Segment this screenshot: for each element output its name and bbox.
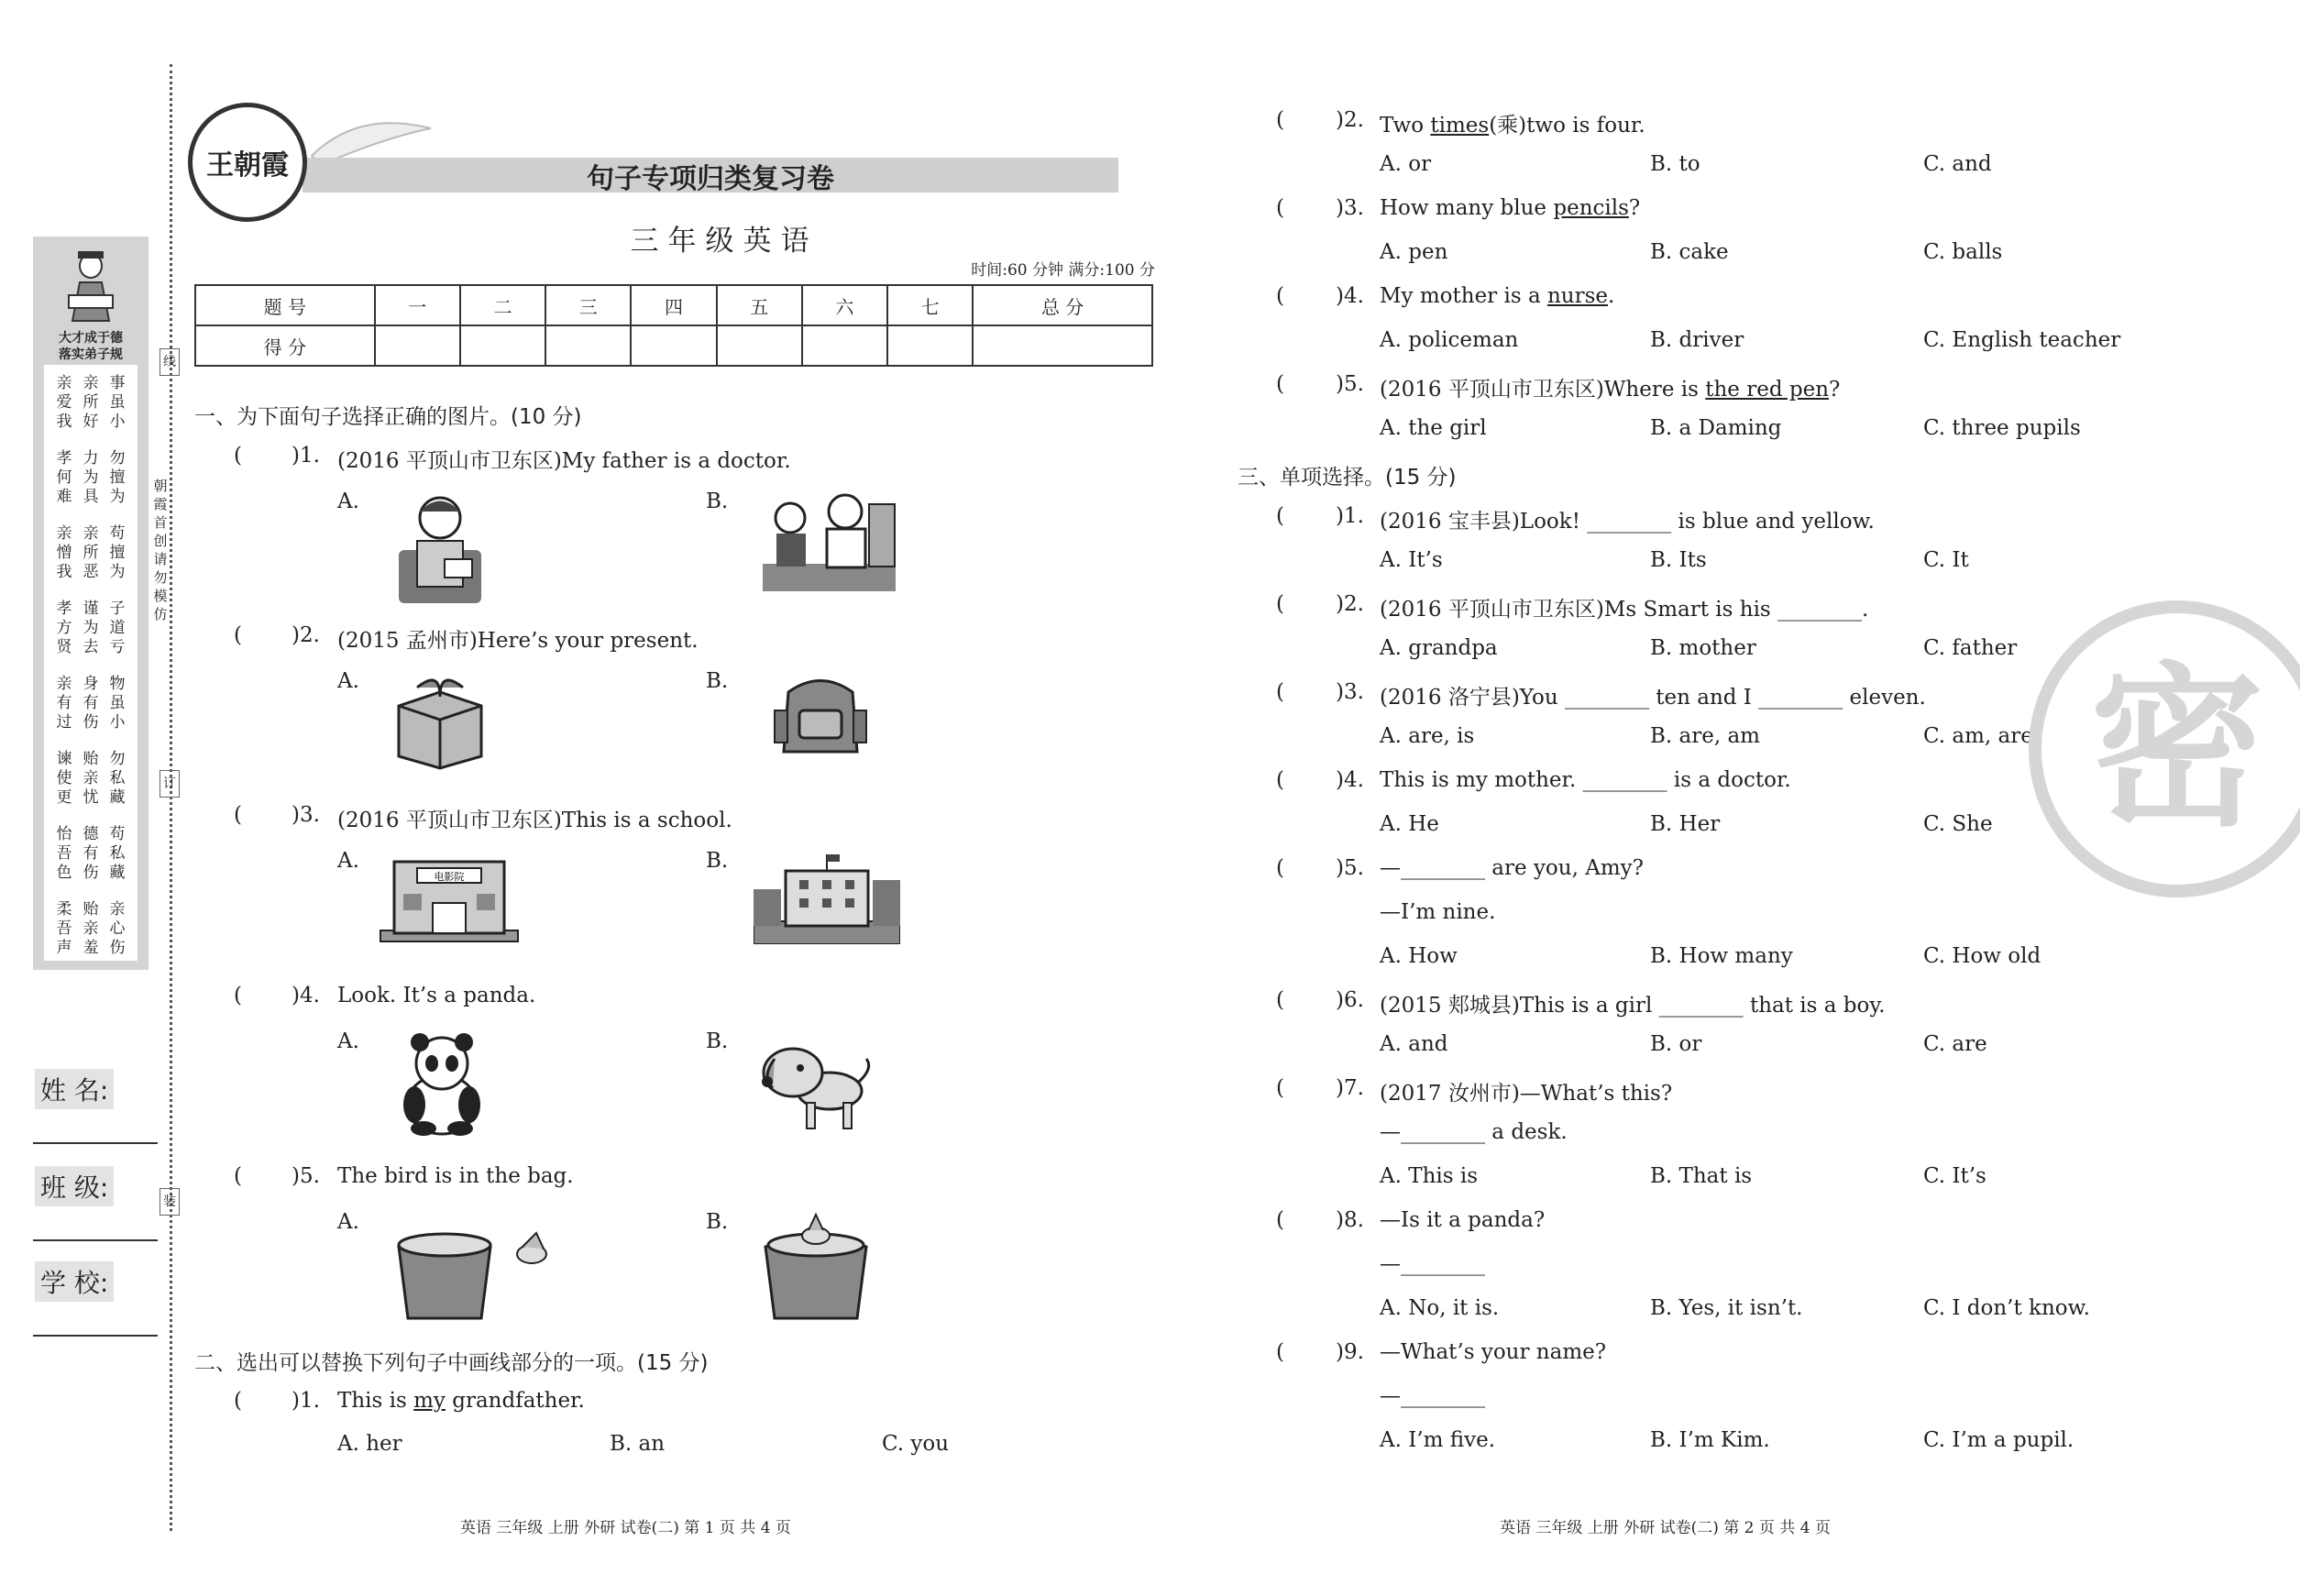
option-a[interactable]: A. I’m five. [1380, 1428, 1496, 1452]
question-number: )5. [1336, 856, 1364, 880]
option-c[interactable]: C. you [882, 1432, 950, 1456]
poem-column: 物虽小 [109, 675, 126, 732]
question-number: )2. [292, 623, 320, 647]
option-a[interactable]: A. grandpa [1380, 636, 1498, 660]
motto-top: 大才成于德 [59, 331, 123, 346]
section1-title: 一、为下面句子选择正确的图片。(10 分) [194, 405, 582, 429]
option-c[interactable]: C. balls [1923, 240, 2003, 264]
question-text: (2015 孟州市)Here’s your present. [337, 629, 699, 653]
answer-paren[interactable]: ( [1276, 108, 1284, 132]
question-number: )6. [1336, 988, 1364, 1012]
score-cell[interactable] [887, 325, 973, 366]
question-number: )2. [1336, 592, 1364, 616]
answer-paren[interactable]: ( [1276, 284, 1284, 308]
father-reading-picture[interactable] [390, 486, 490, 605]
text-post: grandfather. [445, 1389, 585, 1413]
question-text: (2016 平顶山市卫东区)This is a school. [337, 809, 732, 832]
score-cell[interactable] [460, 325, 545, 366]
class-input-line[interactable] [33, 1239, 158, 1241]
poem-column: 贻亲羞 [83, 900, 99, 957]
poem-column: 亲有过 [56, 675, 72, 732]
score-head-cell: 六 [802, 285, 887, 325]
option-c[interactable]: C. It’s [1923, 1164, 1986, 1188]
gift-box-picture[interactable] [390, 669, 490, 770]
score-cell[interactable] [717, 325, 802, 366]
underlined-part: times [1430, 114, 1490, 138]
option-b[interactable]: B. a Daming [1650, 416, 1782, 440]
dog-picture[interactable] [756, 1031, 875, 1132]
underlined-part: my [413, 1389, 446, 1413]
cut-label: 订 [160, 770, 180, 798]
question-number: )1. [292, 444, 320, 468]
option-c[interactable]: C. I don’t know. [1923, 1296, 2090, 1320]
option-b-label: B. [706, 849, 729, 873]
panda-picture[interactable] [396, 1031, 488, 1137]
option-c[interactable]: C. am, are [1923, 724, 2033, 748]
question-number: )7. [1336, 1076, 1364, 1100]
option-b[interactable]: B. Yes, it isn’t. [1650, 1296, 1803, 1320]
text-pre: This is [337, 1389, 414, 1413]
score-head-cell: 题 号 [195, 285, 375, 325]
question-number: )4. [1336, 284, 1364, 308]
question-text [1380, 284, 1614, 308]
answer-paren[interactable]: ( [1276, 1076, 1284, 1100]
answer-paren[interactable]: ( [234, 803, 242, 827]
question-text: (2016 洛宁县)You ________ ten and I ________ eleven. [1380, 686, 1926, 710]
time-info: 时间:60 分钟 满分:100 分 [971, 261, 1155, 280]
poem-box [44, 365, 138, 961]
poem-column: 苟私藏 [109, 825, 126, 882]
answer-paren[interactable]: ( [234, 984, 242, 1007]
score-cell[interactable] [802, 325, 887, 366]
score-cell[interactable] [973, 325, 1152, 366]
answer-paren[interactable]: ( [234, 1164, 242, 1188]
score-cell[interactable] [545, 325, 631, 366]
text-post: . [1608, 284, 1615, 308]
option-a[interactable]: A. pen [1380, 240, 1448, 264]
answer-paren[interactable]: ( [1276, 592, 1284, 616]
option-b-label: B. [706, 669, 729, 693]
poem-column: 勿私藏 [109, 750, 126, 807]
question-number: )3. [292, 803, 320, 827]
question-number: )8. [1336, 1208, 1364, 1232]
option-a[interactable]: A. her [337, 1432, 402, 1456]
poem-column: 孝方贤 [56, 600, 72, 656]
answer-paren[interactable]: ( [1276, 372, 1284, 396]
score-head-cell: 二 [460, 285, 545, 325]
question-number: )1. [292, 1389, 320, 1413]
option-c[interactable]: C. She [1923, 812, 1993, 836]
answer-paren[interactable]: ( [1276, 768, 1284, 792]
option-c[interactable]: C. English teacher [1923, 328, 2121, 352]
question-text: —Is it a panda? [1380, 1208, 1546, 1232]
option-b[interactable]: B. to [1650, 152, 1700, 176]
option-b[interactable]: B. an [610, 1432, 666, 1456]
score-head-cell: 四 [631, 285, 716, 325]
question-number: )3. [1336, 680, 1364, 704]
doctor-patient-picture[interactable] [754, 486, 900, 596]
option-b[interactable]: B. driver [1650, 328, 1744, 352]
option-b[interactable]: B. cake [1650, 240, 1729, 264]
name-label: 姓 名: [35, 1069, 114, 1109]
poem-column: 孝何难 [56, 449, 72, 506]
stamp-text: 密 [2089, 647, 2265, 850]
question-text: (2016 平顶山市卫东区)My father is a doctor. [337, 449, 791, 473]
option-a-label: A. [337, 669, 359, 693]
question-number: )9. [1336, 1340, 1364, 1364]
option-a[interactable]: A. policeman [1380, 328, 1519, 352]
cut-label: 线 [160, 348, 180, 376]
poem-column: 亲憎我 [56, 524, 72, 581]
answer-paren[interactable]: ( [1276, 680, 1284, 704]
score-cell[interactable] [375, 325, 460, 366]
option-a-label: A. [337, 1029, 359, 1053]
question-text: Look. It’s a panda. [337, 984, 536, 1007]
question-text [337, 1389, 585, 1413]
section2-title: 二、选出可以替换下列句子中画线部分的一项。(15 分) [194, 1351, 709, 1375]
score-value-row [195, 325, 1152, 366]
text-pre: How many blue [1380, 196, 1554, 220]
cut-label: 装 [160, 1188, 180, 1216]
poem-column: 亲所恶 [83, 524, 99, 581]
cinema-building-picture[interactable] [376, 853, 523, 944]
option-b-label: B. [706, 1029, 729, 1053]
option-c[interactable]: C. and [1923, 152, 1992, 176]
name-input-line[interactable] [33, 1142, 158, 1144]
poem-column: 谏使更 [56, 750, 72, 807]
option-a[interactable]: A. How [1380, 944, 1458, 968]
answer-paren[interactable]: ( [234, 444, 242, 468]
option-a-label: A. [337, 849, 359, 873]
cinema-sign-text: 电影院 [434, 871, 465, 883]
question-text [1380, 108, 1645, 138]
question-text-line2: —________ a desk. [1380, 1120, 1568, 1144]
question-number: )5. [1336, 372, 1364, 396]
option-b[interactable]: B. That is [1650, 1164, 1753, 1188]
option-b[interactable]: B. are, am [1650, 724, 1760, 748]
poem-column: 亲所好 [83, 374, 99, 431]
secret-stamp-icon [2026, 598, 2300, 900]
poem-column: 亲心伤 [109, 900, 126, 957]
option-b[interactable]: B. Its [1650, 548, 1707, 572]
underlined-part: pencils [1553, 196, 1629, 220]
text-post: ? [1628, 196, 1641, 220]
question-number: )4. [1336, 768, 1364, 792]
option-c[interactable]: C. How old [1923, 944, 2041, 968]
subject-title: 三年级英语 [630, 225, 819, 258]
score-head-cell: 一 [375, 285, 460, 325]
question-text: —What’s your name? [1380, 1340, 1607, 1364]
class-label: 班 级: [35, 1166, 114, 1206]
option-c[interactable]: C. It [1923, 548, 1969, 572]
question-text: (2016 平顶山市卫东区)Ms Smart is his ________. [1380, 598, 1869, 622]
option-a[interactable]: A. and [1380, 1032, 1448, 1056]
answer-paren[interactable]: ( [1276, 1340, 1284, 1364]
answer-paren[interactable]: ( [1276, 196, 1284, 220]
option-b[interactable]: B. mother [1650, 636, 1756, 660]
school-label: 学 校: [35, 1261, 114, 1302]
poem-column: 柔吾声 [56, 900, 72, 957]
option-c[interactable]: C. I’m a pupil. [1923, 1428, 2074, 1452]
question-text [1380, 372, 1840, 402]
score-header-row [195, 285, 1152, 325]
logo-text: 王朝霞 [206, 149, 289, 182]
answer-paren[interactable]: ( [1276, 856, 1284, 880]
question-number: )4. [292, 984, 320, 1007]
option-b-label: B. [706, 490, 729, 513]
option-a[interactable]: A. are, is [1380, 724, 1475, 748]
option-a[interactable]: A. It’s [1380, 548, 1443, 572]
question-number: )5. [292, 1164, 320, 1188]
answer-paren[interactable]: ( [234, 1389, 242, 1413]
option-b-label: B. [706, 1210, 729, 1234]
score-head-cell: 七 [887, 285, 973, 325]
motto-bottom: 落实弟子规 [59, 347, 123, 362]
footer-right: 英语 三年级 上册 外研 试卷(二) 第 2 页 共 4 页 [1500, 1519, 1831, 1537]
score-head-cell: 五 [717, 285, 802, 325]
poem-column: 子道亏 [109, 600, 126, 656]
option-a[interactable]: A. or [1380, 152, 1432, 176]
section3-title: 三、单项选择。(15 分) [1238, 466, 1457, 490]
binding-dotted-line [170, 64, 172, 1531]
brand-logo [188, 103, 307, 222]
score-row-label: 得 分 [195, 325, 375, 366]
score-cell[interactable] [631, 325, 716, 366]
scholar-figure-icon [63, 249, 118, 323]
poem-column: 谨为去 [83, 600, 99, 656]
option-c[interactable]: C. are [1923, 1032, 1987, 1056]
poem-column: 勿擅为 [109, 449, 126, 506]
option-c[interactable]: C. father [1923, 636, 2018, 660]
backpack-picture[interactable] [770, 669, 871, 761]
score-head-cell: 三 [545, 285, 631, 325]
poem-column: 亲爱我 [56, 374, 72, 431]
option-b[interactable]: B. I’m Kim. [1650, 1428, 1770, 1452]
option-b[interactable]: B. How many [1650, 944, 1793, 968]
question-text [1380, 196, 1640, 220]
underlined-part: the red pen [1705, 378, 1830, 402]
question-number: )3. [1336, 196, 1364, 220]
text-post: ? [1829, 378, 1841, 402]
question-number: )2. [1336, 108, 1364, 132]
option-b[interactable]: B. or [1650, 1032, 1702, 1056]
answer-paren[interactable]: ( [1276, 988, 1284, 1012]
bag-bird-outside-picture[interactable] [390, 1219, 564, 1320]
question-text-line2: —I’m nine. [1380, 900, 1496, 924]
option-a[interactable]: A. No, it is. [1380, 1296, 1500, 1320]
score-table [194, 284, 1153, 367]
poem-column: 贻亲忧 [83, 750, 99, 807]
text-pre: Two [1380, 114, 1431, 138]
poem-column: 力为具 [83, 449, 99, 506]
question-text: (2015 郏城县)This is a girl ________ that is a boy. [1380, 994, 1886, 1018]
school-input-line[interactable] [33, 1335, 158, 1337]
underlined-part: nurse [1546, 284, 1609, 308]
answer-paren[interactable]: ( [234, 623, 242, 647]
text-pre: (2016 平顶山市卫东区)Where is [1380, 378, 1706, 402]
vertical-note: 朝霞首创 请勿模仿 [153, 478, 168, 622]
question-text: This is my mother. ________ is a doctor. [1380, 768, 1791, 792]
question-text: The bird is in the bag. [337, 1164, 574, 1188]
option-a-label: A. [337, 1210, 359, 1234]
school-building-picture[interactable] [754, 853, 900, 944]
text-post: (乘)two is four. [1489, 114, 1645, 138]
banner-title: 句子专项归类复习卷 [587, 163, 834, 195]
poem-column: 德有伤 [83, 825, 99, 882]
option-b[interactable]: B. Her [1650, 812, 1721, 836]
option-a[interactable]: A. He [1380, 812, 1439, 836]
question-text: (2017 汝州市)—What’s this? [1380, 1082, 1673, 1106]
question-number: )1. [1336, 504, 1364, 528]
answer-paren[interactable]: ( [1276, 1208, 1284, 1232]
question-text-line2: —________ [1380, 1252, 1485, 1276]
question-text: —________ are you, Amy? [1380, 856, 1644, 880]
poem-column: 事虽小 [109, 374, 126, 431]
poem-column: 身有伤 [83, 675, 99, 732]
poem-column: 苟擅为 [109, 524, 126, 581]
poem-column: 怡吾色 [56, 825, 72, 882]
option-a[interactable]: A. This is [1380, 1164, 1479, 1188]
text-pre: My mother is a [1380, 284, 1547, 308]
answer-paren[interactable]: ( [1276, 504, 1284, 528]
question-text: (2016 宝丰县)Look! ________ is blue and yellow. [1380, 510, 1875, 534]
option-a[interactable]: A. the girl [1380, 416, 1487, 440]
footer-left: 英语 三年级 上册 外研 试卷(二) 第 1 页 共 4 页 [460, 1519, 791, 1537]
question-text-line2: —________ [1380, 1384, 1485, 1408]
option-c[interactable]: C. three pupils [1923, 416, 2081, 440]
bag-bird-inside-picture[interactable] [761, 1210, 871, 1320]
option-a-label: A. [337, 490, 359, 513]
motto-panel [33, 237, 149, 970]
score-head-cell: 总 分 [973, 285, 1152, 325]
